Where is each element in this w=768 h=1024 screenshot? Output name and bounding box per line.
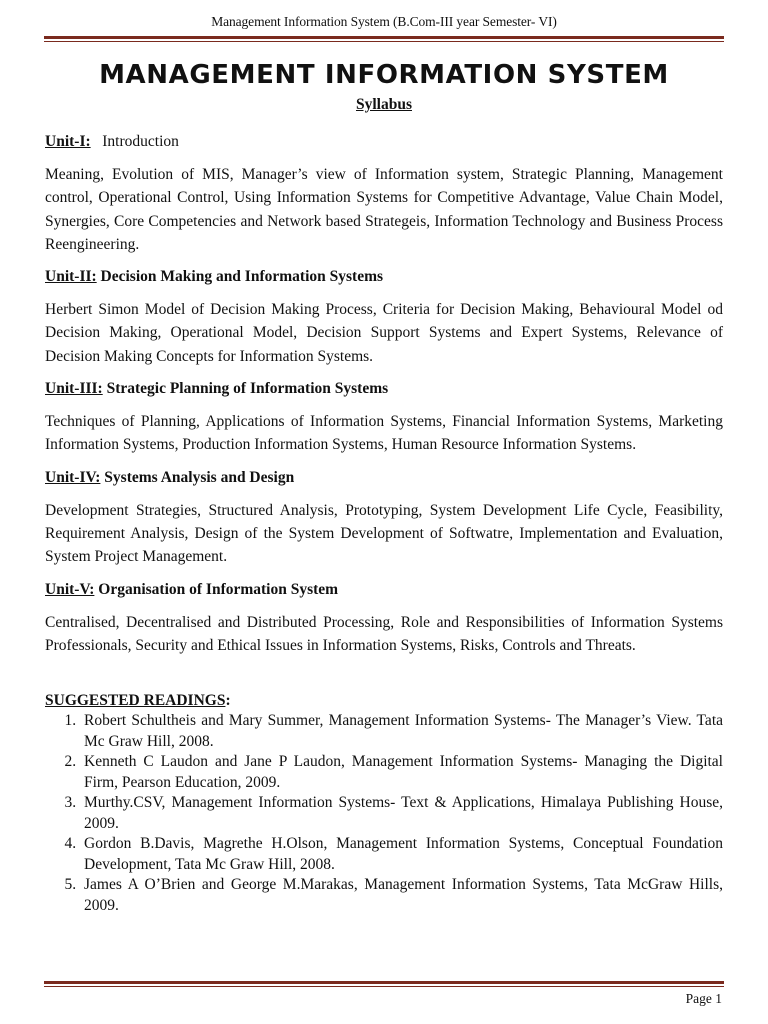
unit-description: Development Strategies, Structured Analysis, Prototyping, System Development Life Cycle, Feasibility, Requirement Analysis, Design of the System Development of Softwatre, Implementation and Evaluation, System Project Management.	[45, 501, 723, 566]
unit-1	[45, 131, 723, 256]
unit-label: Unit-III:	[45, 380, 103, 398]
unit-heading	[45, 467, 723, 489]
reading-item: 3. Murthy.CSV, Management Information Systems- Text & Applications, Himalaya Publishing House, 2009.	[80, 793, 723, 834]
unit-description: Techniques of Planning, Applications of Information Systems, Financial Information Systems, Marketing Information Systems, Production Information Systems, Human Resource Information Systems.	[45, 413, 723, 454]
unit-title: Systems Analysis and Design	[104, 468, 295, 486]
unit-heading	[45, 131, 723, 153]
unit-title: Introduction	[102, 133, 179, 150]
unit-title: Organisation of Information System	[98, 580, 339, 598]
readings-heading-text: SUGGESTED READINGS	[45, 692, 226, 710]
reading-item: 4. Gordon B.Davis, Magrethe H.Olson, Management Information Systems, Conceptual Foundation Development, Tata Mc Graw Hill, 2008.	[80, 834, 723, 875]
unit-3	[45, 378, 723, 457]
document-subtitle: Syllabus	[355, 96, 412, 113]
unit-heading	[45, 378, 723, 400]
footer-divider	[44, 981, 724, 987]
reading-item: 2. Kenneth C Laudon and Jane P Laudon, Management Information Systems- Managing the Digital Firm, Pearson Education, 2009.	[80, 752, 723, 793]
page-number: Page 1	[685, 991, 722, 1006]
reading-item: 1. Robert Schultheis and Mary Summer, Management Information Systems- The Manager’s View. Tata Mc Graw Hill, 2008.	[80, 711, 723, 752]
unit-title: Strategic Planning of Information Systems	[106, 380, 389, 398]
unit-label: Unit-IV:	[45, 468, 101, 486]
suggested-readings-heading	[45, 691, 723, 711]
document-title: MANAGEMENT INFORMATION SYSTEM	[99, 60, 669, 90]
unit-title: Decision Making and Information Systems	[100, 268, 384, 286]
running-header: Management Information System (B.Com-III year Semester- VI)	[211, 14, 557, 29]
unit-label: Unit-II:	[45, 268, 97, 286]
unit-description: Centralised, Decentralised and Distributed Processing, Role and Responsibilities of Information Systems Professionals, Security and Ethical Issues in Information Systems, Risks, Controls and Threats.	[45, 613, 723, 654]
unit-label: Unit-I:	[45, 133, 91, 150]
unit-5	[45, 579, 723, 658]
suggested-readings-list	[45, 711, 723, 916]
unit-heading	[45, 266, 723, 288]
unit-description: Meaning, Evolution of MIS, Manager’s view of Information system, Strategic Planning, Management control, Operational Control, Using Information Systems for Competitive Advantage, Value Chain Model, Synergies, Core Competencies and Network based Strategeis, Information Technology and Business Process Reengineering.	[45, 166, 723, 253]
unit-heading	[45, 579, 723, 601]
unit-label: Unit-V:	[45, 580, 95, 598]
header-divider	[44, 36, 724, 42]
readings-heading-colon: :	[225, 692, 231, 710]
reading-item: 5. James A O’Brien and George M.Marakas, Management Information Systems, Tata McGraw Hills, 2009.	[80, 875, 723, 916]
unit-description: Herbert Simon Model of Decision Making Process, Criteria for Decision Making, Behavioural Model od Decision Making, Operational Model, Decision Support Systems and Expert Systems, Relevance of Decision Making Concepts for Information Systems.	[45, 301, 723, 365]
syllabus-content	[45, 131, 723, 916]
unit-4	[45, 467, 723, 569]
unit-2	[45, 266, 723, 368]
